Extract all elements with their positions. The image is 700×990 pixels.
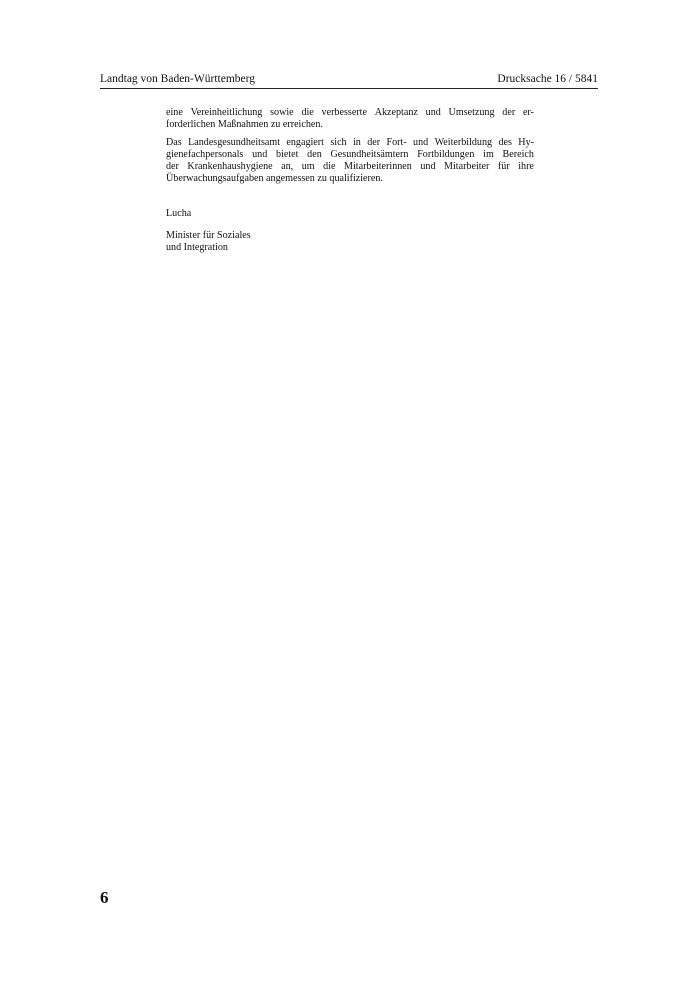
word: ihre: [518, 160, 534, 172]
word: und: [413, 137, 429, 148]
signer-title-line-1: Minister für Soziales: [166, 229, 251, 241]
paragraph-1: [166, 107, 534, 131]
document-number: Drucksache 16 / 5841: [497, 73, 598, 85]
word: Umsetzung: [448, 107, 495, 118]
word: Mitarbeiter: [444, 160, 490, 172]
word: verbesserte: [321, 107, 367, 118]
word: im: [483, 148, 494, 160]
word: der: [166, 160, 179, 172]
signer-title-line-2: und Integration: [166, 241, 228, 253]
word: engagiert: [286, 137, 324, 148]
word: die: [301, 107, 314, 118]
word: Fortbildungen: [417, 148, 475, 160]
paragraph-line: forderlichen Maßnahmen zu erreichen.: [166, 118, 323, 130]
word: eine: [166, 107, 183, 118]
word: gienefachpersonals: [166, 148, 244, 160]
word: den: [307, 148, 322, 160]
word: Krankenhaushygiene: [187, 160, 273, 172]
word: Mitarbeiterinnen: [344, 160, 412, 172]
word: des: [498, 137, 512, 148]
paragraph-line: [166, 161, 534, 173]
word: in: [352, 137, 361, 148]
word: Weiterbildung: [434, 137, 493, 148]
word: Akzeptanz: [374, 107, 418, 118]
word: der: [367, 137, 381, 148]
paragraph-line: [166, 107, 534, 119]
word: Fort-: [386, 137, 407, 148]
page-number: 6: [100, 888, 109, 907]
paragraph-line: [166, 149, 534, 161]
word: Hy-: [518, 137, 534, 148]
word: bietet: [276, 148, 299, 160]
word: Bereich: [502, 148, 534, 160]
page-header: [100, 72, 598, 89]
word: er-: [522, 107, 534, 118]
paragraph-2: [166, 137, 534, 185]
word: der: [502, 107, 516, 118]
word: und: [420, 160, 436, 172]
word: und: [425, 107, 441, 118]
word: und: [252, 148, 268, 160]
paragraph-line: Überwachungsaufgaben angemessen zu qualifizieren.: [166, 172, 383, 184]
word: Gesundheitsämtern: [330, 148, 409, 160]
signer-title: [166, 230, 251, 254]
word: Landesgesundheitsamt: [188, 137, 281, 148]
word: sich: [330, 137, 347, 148]
word: Vereinheitlichung: [190, 107, 263, 118]
word: sowie: [270, 107, 294, 118]
word: für: [497, 160, 510, 172]
word: an,: [281, 160, 294, 172]
signature-block: [166, 208, 251, 254]
body-text: [166, 107, 534, 185]
paragraph-line: [166, 137, 534, 149]
signer-name: Lucha: [166, 208, 192, 219]
parliament-name: Landtag von Baden-Württemberg: [100, 73, 255, 85]
word: Das: [166, 137, 182, 148]
word: die: [323, 160, 336, 172]
word: um: [301, 160, 315, 172]
